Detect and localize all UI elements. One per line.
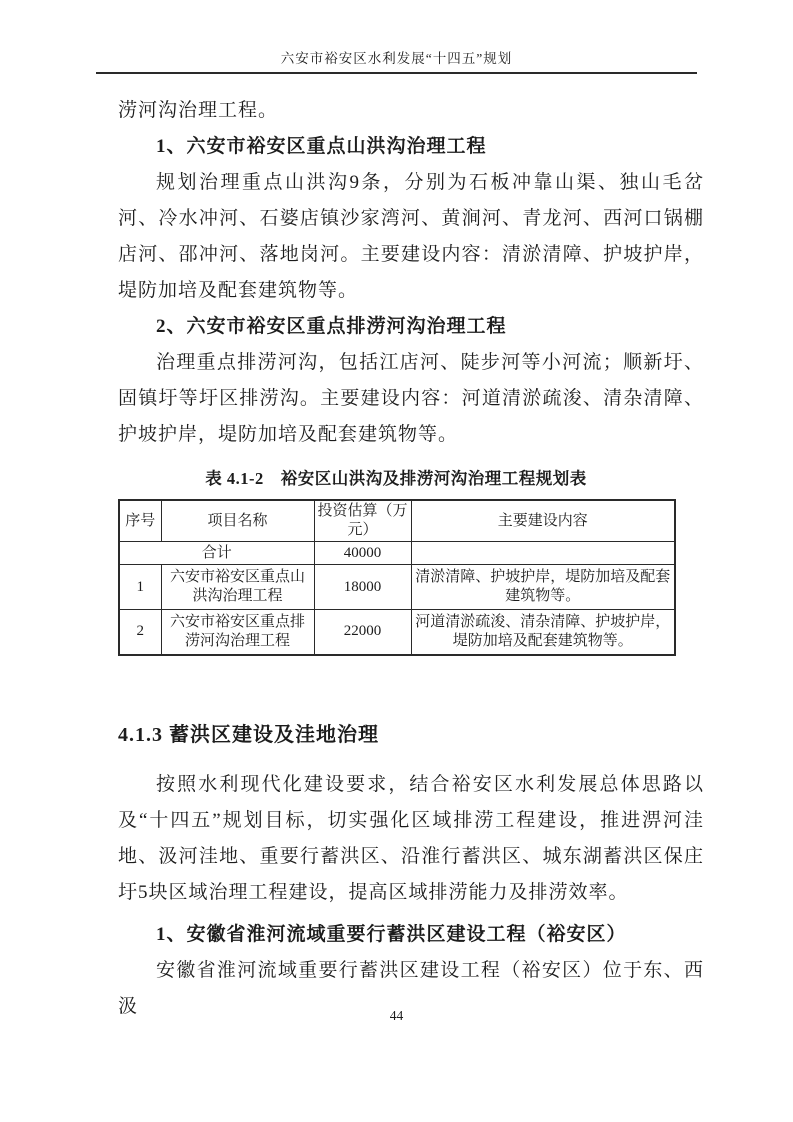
row2-investment-cell: 22000: [314, 610, 411, 655]
column-header-index: 序号: [119, 500, 161, 542]
paragraph-huaihe-flood-storage: 安徽省淮河流域重要行蓄洪区建设工程（裕安区）位于东、西汲: [118, 959, 704, 1017]
planning-table: [118, 499, 676, 656]
paragraph-drainage-rivers: 治理重点排涝河沟，包括江店河、陡步河等小河流；顺新圩、固镇圩等圩区排涝沟。主要建设内容：河道清淤疏浚、清杂清障、护坡护岸，堤防加培及配套建筑物等。: [118, 352, 704, 445]
table-caption: 表 4.1-2 裕安区山洪沟及排涝河沟治理工程规划表: [205, 469, 587, 488]
page-header: [96, 0, 697, 74]
row2-content-cell: 河道清淤疏浚、清杂清障、护坡护岸，堤防加培及配套建筑物等。: [411, 610, 675, 655]
table-row-1: [119, 565, 675, 610]
row1-content-cell: 清淤清障、护坡护岸，堤防加培及配套建筑物等。: [411, 565, 675, 610]
page-content: [118, 93, 704, 1025]
page-footer: [0, 1008, 793, 1024]
table-row-2: [119, 610, 675, 655]
paragraph-flood-storage-intro: 按照水利现代化建设要求，结合裕安区水利发展总体思路以及“十四五”规划目标，切实强化区域排涝工程建设，推进淠河洼地、汲河洼地、重要行蓄洪区、沿淮行蓄洪区、城东湖蓄洪区保庄圩5块区域治理工程建设，提高区域排涝能力及排涝效率。: [118, 773, 704, 903]
subheading-drainage-rivers: 2、六安市裕安区重点排涝河沟治理工程: [156, 316, 507, 337]
total-content-cell: [411, 542, 675, 565]
paragraph-mountain-flood: 规划治理重点山洪沟9条，分别为石板冲靠山渠、独山毛岔河、冷水冲河、石婆店镇沙家湾河、黄涧河、青龙河、西河口锅棚店河、邵冲河、落地岗河。主要建设内容：清淤清障、护坡护岸，堤防加培及配套建筑物等。: [118, 172, 704, 301]
total-investment-cell: 40000: [314, 542, 411, 565]
table-header-row: [119, 500, 675, 542]
subheading-mountain-flood: 1、六安市裕安区重点山洪沟治理工程: [156, 136, 487, 157]
page-number: 44: [389, 1008, 404, 1023]
row1-index-cell: 1: [119, 565, 161, 610]
column-header-investment: 投资估算（万元）: [314, 500, 411, 542]
table-row-total: [119, 542, 675, 565]
subheading-huaihe-flood-storage: 1、安徽省淮河流域重要行蓄洪区建设工程（裕安区）: [156, 923, 627, 945]
column-header-main-content: 主要建设内容: [411, 500, 675, 542]
row2-name-cell: 六安市裕安区重点排涝河沟治理工程: [161, 610, 314, 655]
row1-name-cell: 六安市裕安区重点山洪沟治理工程: [161, 565, 314, 610]
section-heading-4-1-3: 4.1.3 蓄洪区建设及洼地治理: [118, 723, 379, 746]
row2-index-cell: 2: [119, 610, 161, 655]
paragraph-continuation: 涝河沟治理工程。: [118, 100, 279, 121]
total-label-cell: 合计: [119, 542, 314, 565]
column-header-project-name: 项目名称: [161, 500, 314, 542]
header-title: 六安市裕安区水利发展“十四五”规划: [280, 51, 513, 66]
row1-investment-cell: 18000: [314, 565, 411, 610]
